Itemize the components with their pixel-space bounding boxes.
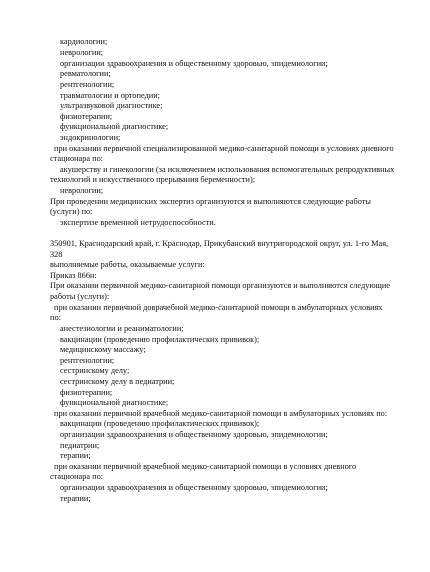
text-line: неврологии; xyxy=(60,186,104,195)
text-line: ультразвуковой диагностике; xyxy=(60,101,163,110)
text-line: кардиологии; xyxy=(60,37,108,46)
text-line: вакцинации (проведению профилактических прививок); xyxy=(60,419,260,428)
text-line: организации здравоохранения и общественному здоровью, эпидемиологии; xyxy=(60,430,328,439)
text-line: Приказ 866н: xyxy=(50,271,97,280)
text-line: анестезиологии и реаниматологии; xyxy=(60,324,184,333)
text-line: 350901, Краснодарский край, г. Краснодар, Прикубанский внутригородской округ, ул. 1-го Мая, xyxy=(50,239,389,248)
text-line: технологий и искусственного прерывания беременности); xyxy=(50,175,256,184)
text-line: работы (услуги): xyxy=(50,292,110,301)
text-line: ревматологии; xyxy=(60,69,111,78)
text-line: При оказании первичной медико-санитарной помощи организуются и выполняются следующие xyxy=(50,281,391,290)
text-line: неврологии; xyxy=(60,48,104,57)
text-line: эндокринологии; xyxy=(60,133,121,142)
text-line: при оказании первичной врачебной медико-санитарной помощи в амбулаторных условиях по: xyxy=(54,409,388,418)
text-line: вакцинации (проведению профилактических прививок); xyxy=(60,335,260,344)
text-line: стационара по: xyxy=(50,154,104,163)
text-line: (услуги) по: xyxy=(50,207,93,216)
text-line: терапии; xyxy=(60,494,91,503)
text-line: сестринскому делу в педиатрии; xyxy=(60,377,175,386)
text-line: 328 xyxy=(50,250,63,259)
text-line: организации здравоохранения и общественному здоровью, эпидемиологии; xyxy=(60,59,328,68)
text-line: выполняемые работы, оказываемые услуги: xyxy=(50,260,205,269)
text-line: при оказании первичной специализированной медико-санитарной помощи в условиях дневного xyxy=(54,144,394,153)
text-line: функциональной диагностике; xyxy=(60,122,169,131)
text-line: при оказании первичной доврачебной медико-санитарной помощи в амбулаторных условиях xyxy=(54,303,383,312)
text-line: при оказании первичной врачебной медико-санитарной помощи в условиях дневного xyxy=(54,462,357,471)
text-line: медицинскому массажу; xyxy=(60,345,146,354)
text-line: организации здравоохранения и общественному здоровью, эпидемиологии; xyxy=(60,483,328,492)
text-line: рентгенологии; xyxy=(60,356,115,365)
text-line: физиотерапии; xyxy=(60,112,113,121)
text-line: физиотерапии; xyxy=(60,388,113,397)
text-line: травматологии и ортопедии; xyxy=(60,91,160,100)
text-line: стационара по: xyxy=(50,472,104,481)
text-line: по: xyxy=(50,313,61,322)
text-line: экспертизе временной нетрудоспособности. xyxy=(60,218,216,227)
text-line: педиатрии; xyxy=(60,441,100,450)
text-line: терапии; xyxy=(60,451,91,460)
text-line: рентгенологии; xyxy=(60,80,115,89)
text-line: сестринскому делу; xyxy=(60,366,130,375)
text-line: При проведении медицинских экспертиз организуются и выполняются следующие работы xyxy=(50,197,371,206)
text-line: акушерству и гинекологии (за исключением использования вспомогательных репродуктивных xyxy=(60,165,395,174)
text-line: функциональной диагностике; xyxy=(60,398,169,407)
